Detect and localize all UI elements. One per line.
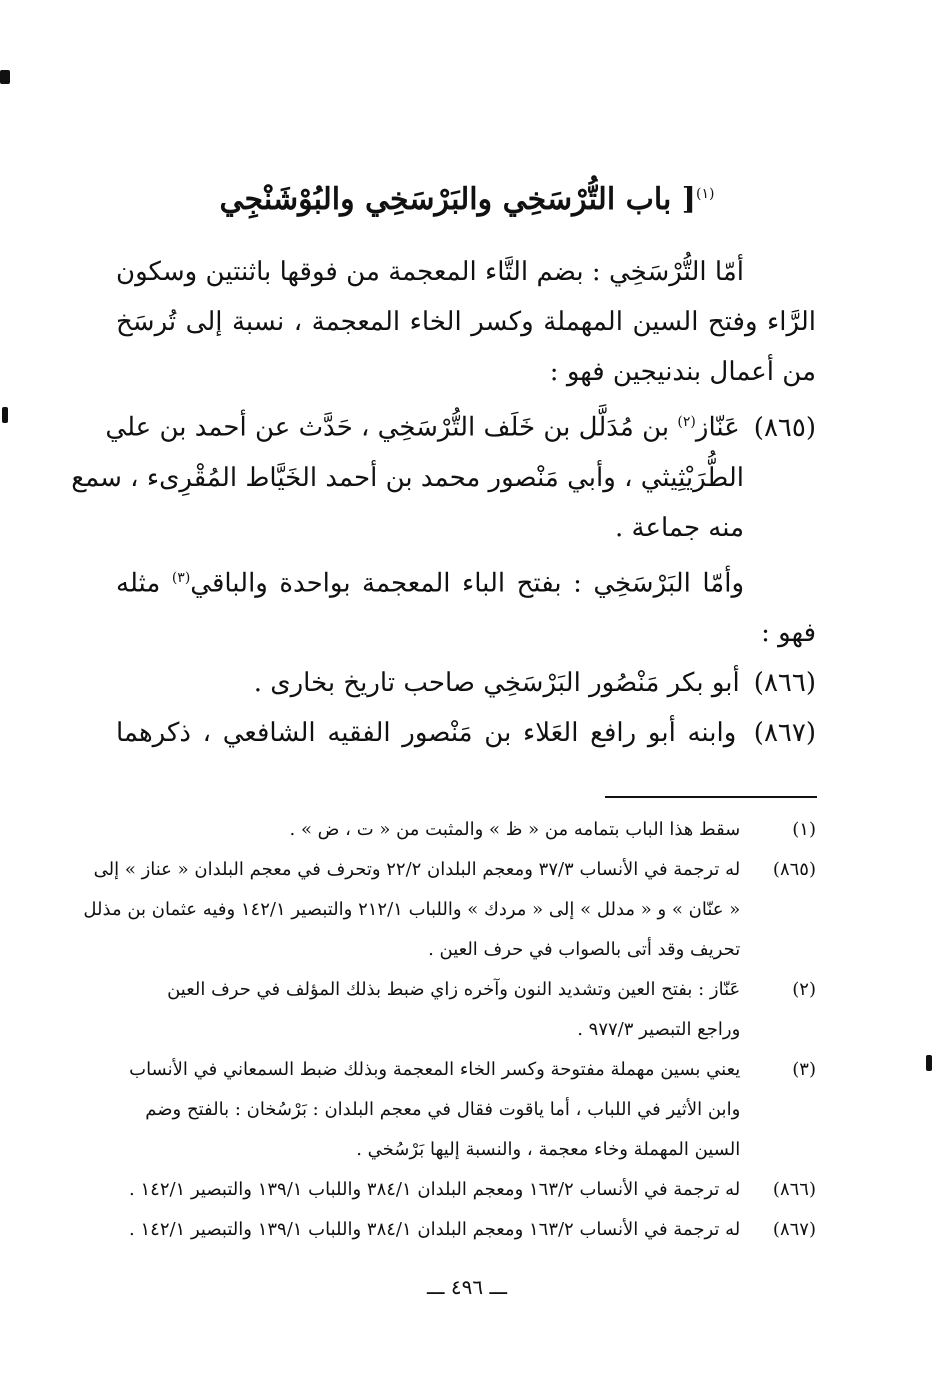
chapter-title [0, 182, 934, 217]
entry-865: (٨٦٥) عَنّاز$^{(٢)}$ بن مُدَلَّل بن خَلَف التُّرْسَخِي ، حَدَّث عن أحمد بن علي [116, 397, 816, 453]
scan-edge-mark [0, 70, 10, 84]
footnote-ref: (٢) [677, 414, 696, 430]
footnote: (٣) يعني بسين مهملة مفتوحة وكسر الخاء المعجمة وبذلك ضبط السمعاني في الأنساب [129, 1059, 816, 1080]
entry-number: (٨٦٦) [753, 668, 816, 699]
footnote: (٢) عَنّاز : بفتح العين وتشديد النون وآخره زاي ضبط بذلك المؤلف في حرف العين [167, 979, 816, 1000]
footnote-line: وراجع التبصير ٩٧٧/٣ . [577, 1019, 741, 1040]
entry-number: (٨٦٥) [753, 412, 816, 443]
footnote-line: « عنّان » و « مدلل » إلى « مردك » واللباب ٢١٢/١ والتبصير ١٤٢/١ وفيه عثمان بن مذلل [83, 899, 741, 920]
footnote-ref: (٣) [171, 569, 191, 586]
footnote: (٨٦٧) له ترجمة في الأنساب ١٦٣/٢ ومعجم البلدان ٣٨٤/١ واللباب ١٣٩/١ والتبصير ١٤٢/١ . [129, 1219, 816, 1240]
title-text: باب التُّرْسَخِي والبَرْسَخِي والبُوْشَنْجِي [219, 182, 672, 217]
body-line: وأمّا البَرْسَخِي : بفتح الباء المعجمة بواحدة والباقي$^{(٣)}$ مثله [116, 568, 745, 599]
body-line: فهو : [761, 618, 816, 649]
entry-name: عَنّاز [695, 412, 740, 443]
scan-edge-mark [926, 1055, 932, 1071]
entry-867: (٨٦٧) وابنه أبو رافع العَلاء بن مَنْصور الفقيه الشافعي ، ذكرهما [116, 708, 816, 758]
footnote: (٨٦٦) له ترجمة في الأنساب ١٦٣/٢ ومعجم البلدان ٣٨٤/١ واللباب ١٣٩/١ والتبصير ١٤٢/١ . [129, 1179, 816, 1200]
body-line: منه جماعة . [615, 512, 744, 543]
title-footnote-ref: (١) [696, 186, 715, 202]
footnote-line: تحريف وقد أتى بالصواب في حرف العين . [428, 939, 741, 960]
footnote: (١) سقط هذا الباب بتمامه من « ظ » والمثبت من « ت ، ض » . [289, 819, 816, 840]
body-line: أمّا التُّرْسَخِي : بضم التَّاء المعجمة من فوقها باثنتين وسكون [116, 257, 744, 287]
entry-866: (٨٦٦) أبو بكر مَنْصُور البَرْسَخِي صاحب تاريخ بخارى . [116, 658, 816, 708]
footnote-line: السين المهملة وخاء معجمة ، والنسبة إليها بَرْسُخي . [356, 1139, 741, 1160]
body-line: الرَّاء وفتح السين المهملة وكسر الخاء المعجمة ، نسبة إلى تُرسَخ [116, 307, 816, 337]
footnote: (٨٦٥) له ترجمة في الأنساب ٣٧/٣ ومعجم البلدان ٢٢/٢ وتحرف في معجم البلدان « عناز » إلى [93, 859, 816, 880]
footnote-divider [605, 796, 817, 798]
main-text [71, 247, 816, 758]
body-line: من أعمال بندنيجين فهو : [549, 357, 816, 387]
scan-edge-mark [2, 407, 8, 423]
footnote-line: وابن الأثير في اللباب ، أما ياقوت فقال في معجم البلدان : بَرْسُخان : بالفتح وضم [145, 1099, 741, 1120]
body-line: الطُّرَيْثِيثي ، وأبي مَنْصور محمد بن أحمد الخَيَّاط المُقْرِىء ، سمع [71, 462, 744, 493]
entry-number: (٨٦٧) [753, 718, 816, 749]
footnotes [71, 810, 816, 1250]
title-bracket: [ [681, 182, 696, 217]
page-number: ـــ ٤٩٦ ـــ [426, 1275, 508, 1299]
